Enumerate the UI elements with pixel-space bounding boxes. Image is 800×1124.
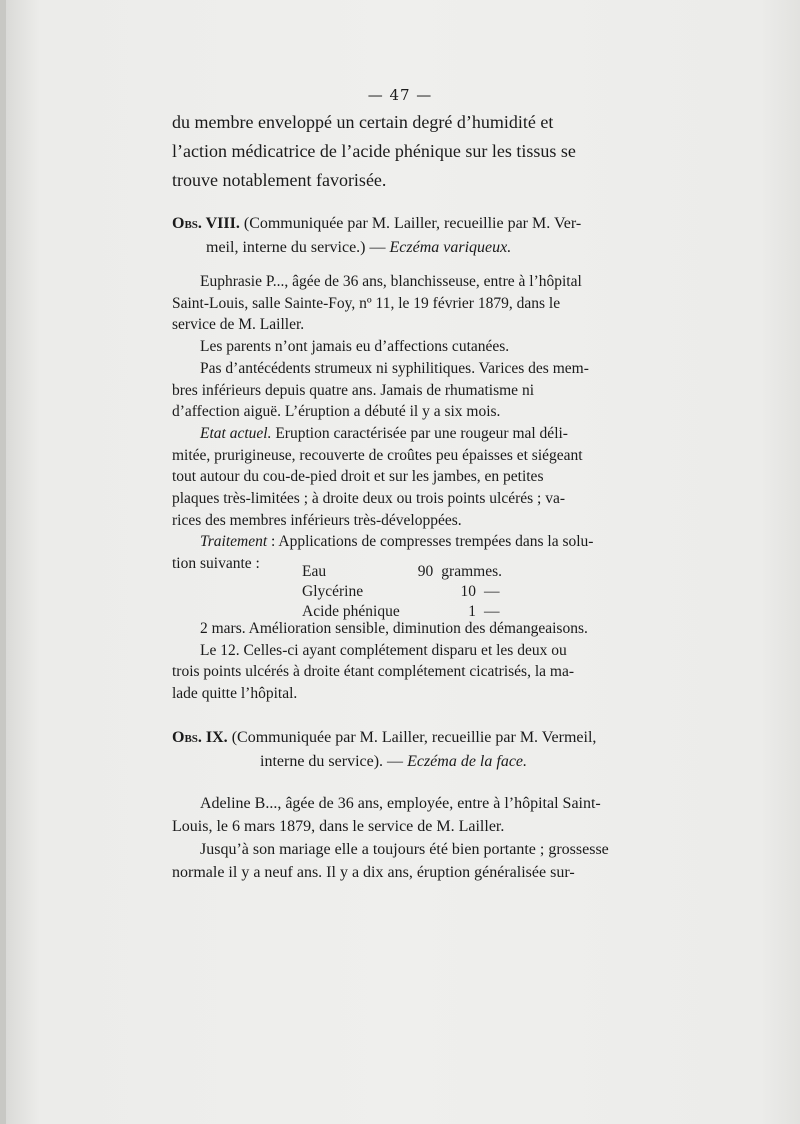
intro-line: trouve notablement favorisée.: [172, 170, 387, 190]
text-line: : Applications de compresses trempées dans la solu-: [267, 533, 594, 551]
obs9-title: Eczéma de la face.: [407, 753, 528, 770]
recipe-quantity: 1: [468, 603, 476, 620]
text-line: Jusqu’à son mariage elle a toujours été bien portante ; grossesse: [200, 841, 609, 858]
recipe-row: [302, 582, 502, 602]
text-line: Pas d’antécédents strumeux ni syphilitiques. Varices des mem-: [200, 359, 589, 377]
obs8-heading-line2: meil, interne du service.) —: [206, 239, 390, 256]
recipe-ingredient: Eau: [302, 563, 327, 580]
recipe-quantity: 90: [417, 563, 434, 580]
text-line: trois points ulcérés à droite étant complétement cicatrisés, la ma-: [172, 663, 574, 681]
text-line: Euphrasie P..., âgée de 36 ans, blanchisseuse, entre à l’hôpital: [200, 273, 582, 290]
recipe-quantity: 10: [460, 583, 476, 600]
recipe-unit: —: [484, 583, 500, 600]
obs8-title: Eczéma variqueux.: [389, 239, 512, 256]
obs9-heading-line2: interne du service). —: [260, 753, 408, 770]
text-line: Louis, le 6 mars 1879, dans le service de M. Lailler.: [172, 818, 505, 835]
text-line: Eruption caractérisée par une rougeur mal déli-: [271, 424, 568, 442]
recipe-unit: —: [484, 603, 500, 620]
traitement-label: Traitement: [200, 533, 268, 551]
text-line: 2 mars. Amélioration sensible, diminution des démangeaisons.: [200, 620, 588, 637]
obs8-heading: [172, 212, 624, 260]
text-line: lade quitte l’hôpital.: [172, 685, 298, 703]
obs9-label: Obs. IX.: [172, 729, 228, 746]
obs9-heading: [172, 726, 624, 774]
etat-label: Etat actuel.: [200, 424, 272, 442]
text-line: tout autour du cou-de-pied droit et sur les jambes, en petites: [172, 468, 544, 486]
page-number: — 47 —: [367, 86, 433, 104]
text-line: bres inférieurs depuis quatre ans. Jamais de rhumatisme ni: [172, 381, 534, 399]
text-line: service de M. Lailler.: [172, 316, 305, 334]
text-line: Le 12. Celles-ci ayant complétement disparu et les deux ou: [200, 641, 567, 659]
obs8-body: [172, 271, 624, 575]
recipe-unit: grammes.: [441, 563, 502, 580]
text-line: Saint-Louis, salle Sainte-Foy, nº 11, le 19 février 1879, dans le: [172, 294, 561, 312]
obs9-body: [172, 792, 624, 884]
obs8-outcome: [172, 618, 624, 705]
page-binding-edge: [0, 0, 6, 1124]
text-line: plaques très-limitées ; à droite deux ou trois points ulcérés ; va-: [172, 490, 565, 508]
text-line: tion suivante :: [172, 555, 260, 573]
recipe-table: [302, 562, 502, 622]
text-line: Les parents n’ont jamais eu d’affections cutanées.: [200, 338, 510, 356]
intro-line: du membre enveloppé un certain degré d’humidité et: [172, 112, 554, 132]
text-line: Adeline B..., âgée de 36 ans, employée, entre à l’hôpital Saint-: [200, 795, 601, 812]
recipe-row: [302, 562, 502, 582]
recipe-ingredient: Glycérine: [302, 583, 364, 600]
text-line: mitée, prurigineuse, recouverte de croûtes peu épaisses et siégeant: [172, 446, 583, 464]
recipe-ingredient: Acide phénique: [302, 603, 400, 620]
intro-paragraph: [172, 108, 624, 195]
text-line: rices des membres inférieurs très-développées.: [172, 511, 462, 529]
obs9-heading-line1: (Communiquée par M. Lailler, recueillie par M. Vermeil,: [227, 729, 597, 746]
text-line: normale il y a neuf ans. Il y a dix ans, éruption généralisée sur-: [172, 864, 575, 881]
obs8-label: Obs. VIII.: [172, 215, 240, 232]
text-line: d’affection aiguë. L’éruption a débuté il y a six mois.: [172, 403, 501, 421]
intro-line: l’action médicatrice de l’acide phénique sur les tissus se: [172, 141, 576, 161]
obs8-heading-line1: (Communiquée par M. Lailler, recueillie par M. Ver-: [239, 215, 582, 232]
